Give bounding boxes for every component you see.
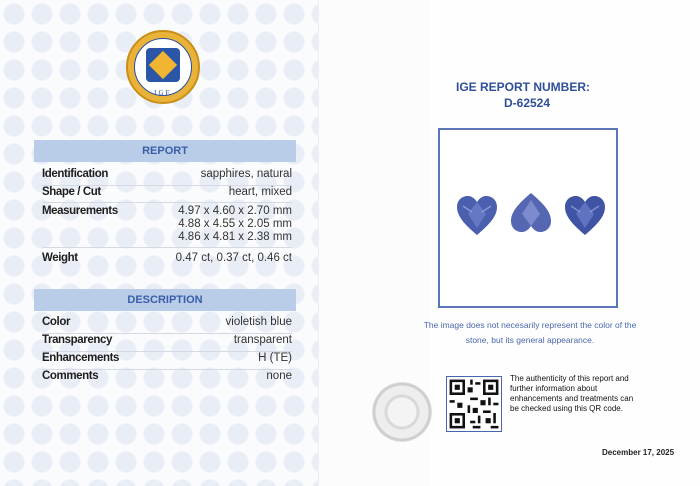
row-shape-cut (42, 186, 292, 203)
row-value: sapphires, natural (200, 168, 292, 180)
row-transparency (42, 334, 292, 352)
report-number: D-62524 (504, 96, 551, 110)
description-rows (42, 316, 292, 387)
row-value: H (TE) (258, 352, 292, 364)
heart-sapphire-1 (454, 192, 500, 238)
logo-text: IGE (154, 89, 172, 97)
row-comments (42, 370, 292, 387)
ige-logo (126, 30, 200, 104)
row-measurements (42, 203, 292, 248)
report-header: REPORT (34, 140, 296, 162)
row-value: 4.97 x 4.60 x 2.70 mm 4.88 x 4.55 x 2.05 mm 4.86 x 4.81 x 2.38 mm (178, 205, 292, 243)
qr-code[interactable] (446, 376, 502, 432)
heart-sapphire-2 (508, 190, 554, 236)
row-label: Color (42, 316, 71, 328)
heart-sapphire-3 (562, 192, 608, 238)
description-header: DESCRIPTION (34, 289, 296, 311)
row-value: 0.47 ct, 0.37 ct, 0.46 ct (175, 252, 292, 264)
row-label: Transparency (42, 334, 112, 346)
row-weight (42, 248, 292, 268)
row-value: transparent (233, 334, 292, 346)
row-label: Measurements (42, 205, 118, 217)
report-rows (42, 168, 292, 268)
embossed-seal (372, 382, 432, 442)
row-identification (42, 168, 292, 186)
row-enhancements (42, 352, 292, 370)
qr-code-pattern (447, 377, 501, 431)
report-number-title: IGE REPORT NUMBER: (456, 80, 591, 94)
image-disclaimer: The image does not necesarily represent the color of the stone, but its general appearance. (423, 320, 637, 345)
row-label: Enhancements (42, 352, 120, 364)
row-value: heart, mixed (228, 186, 292, 198)
row-color (42, 316, 292, 334)
row-label: Identification (42, 168, 108, 180)
row-label: Comments (42, 370, 99, 382)
report-date: December 17, 2025 (602, 448, 675, 457)
row-label: Weight (42, 252, 78, 264)
row-label: Shape / Cut (42, 186, 101, 198)
row-value: violetish blue (225, 316, 292, 328)
qr-authenticity-text: The authenticity of this report and further information about enhancements and treatments can be checked using this QR code. (510, 374, 634, 413)
stones-photo (438, 128, 618, 308)
row-value: none (266, 370, 292, 382)
